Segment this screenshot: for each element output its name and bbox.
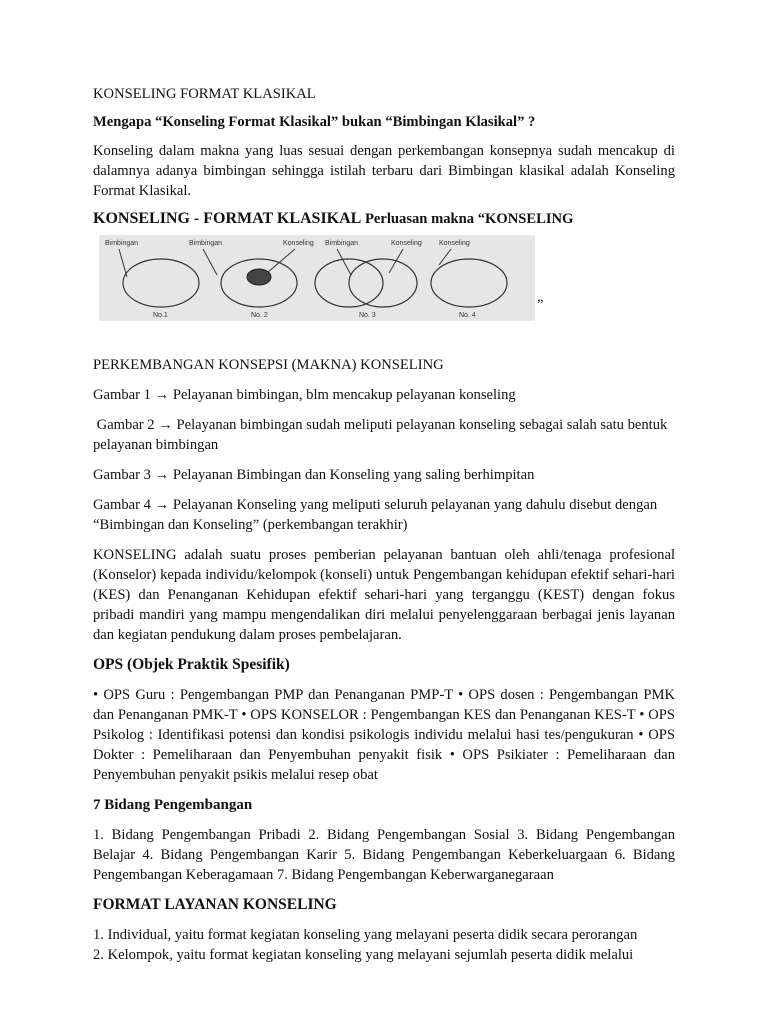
diagram-number: No. 4: [459, 312, 476, 319]
figure-heading-rest: Perluasan makna “KONSELING: [361, 211, 574, 227]
figure-closing-quote: ”: [537, 297, 544, 313]
format-item: 2. Kelompok, yaitu format kegiatan konseling yang melayani sejumlah peserta didik melalui: [93, 947, 634, 963]
diagram-label: Konseling: [391, 240, 422, 247]
diagram-number: No. 3: [359, 312, 376, 319]
diagram-number: No. 2: [251, 312, 268, 319]
bidang-paragraph: 1. Bidang Pengembangan Pribadi 2. Bidang Pengembangan Sosial 3. Bidang Pengembangan Belajar 4. Bidang Pengembangan Karir 5. Bidang Pengembangan Keberkeluargaan 6. Bidang Pengembangan Keberagamaan 7. Bidang Pengembangan Keberwarganegaraan: [93, 827, 675, 883]
section-concept-title: PERKEMBANGAN KONSEPSI (MAKNA) KONSELING: [93, 357, 444, 373]
document-title: KONSELING FORMAT KLASIKAL: [93, 86, 316, 102]
question-heading: Mengapa “Konseling Format Klasikal” bukan “Bimbingan Klasikal” ?: [93, 114, 536, 130]
diagram-label: Konseling: [439, 240, 470, 247]
diagram-label: Bimbingan: [189, 240, 223, 247]
format-item: 1. Individual, yaitu format kegiatan konseling yang melayani peserta didik secara perorangan: [93, 927, 638, 943]
diagram-label: Bimbingan: [105, 240, 139, 247]
figure-heading-bold: KONSELING - FORMAT KLASIKAL: [93, 210, 362, 227]
concept-diagram-svg: [99, 235, 535, 321]
document-page: [93, 84, 675, 965]
bidang-heading: 7 Bidang Pengembangan: [93, 797, 253, 813]
ops-paragraph: • OPS Guru : Pengembangan PMP dan Penanganan PMP-T • OPS dosen : Pengembangan PMK dan Penanganan PMK-T • OPS KONSELOR : Pengembangan KES dan Penanganan KES-T • OPS Psikolog : Identifikasi potensi dan kondisi psikologis individu melalui hasi tes/pengukuran • OPS Dokter : Pemeliharaan dan Penyembuhan penyakit fisik • OPS Psikiater : Pemeliharaan dan Penyembuhan penyakit psikis melalui resep obat: [93, 687, 675, 783]
format-heading: FORMAT LAYANAN KONSELING: [93, 896, 337, 913]
gambar-2: Gambar 2 → Pelayanan bimbingan sudah meliputi pelayanan konseling sebagai salah satu bentuk pelayanan bimbingan: [93, 417, 671, 453]
figure-heading: [93, 209, 675, 229]
format-list: [93, 925, 675, 965]
gambar-4: Gambar 4 → Pelayanan Konseling yang meliputi seluruh pelayanan yang dahulu disebut dengan “Bimbingan dan Konseling” (perkembangan terakhir): [93, 497, 658, 533]
ops-heading: OPS (Objek Praktik Spesifik): [93, 656, 290, 673]
definition-paragraph: KONSELING adalah suatu proses pemberian pelayanan bantuan oleh ahli/tenaga profesional (Konselor) kepada individu/kelompok (konseli) untuk Pengembangan kehidupan efektif sehari-hari (KES) dan Penanganan Kehidupan efektif sehari-hari yang terganggu (KEST) dengan fokus pribadi mandiri yang mampu mengendalikan diri melalui penyelenggaraan berbagai jenis layanan dan kegiatan pendukung dalam proses pembelajaran.: [93, 547, 675, 643]
diagram-number: No.1: [153, 312, 168, 319]
gambar-3: Gambar 3 → Pelayanan Bimbingan dan Konseling yang saling berhimpitan: [93, 467, 535, 483]
diagram-circle-2-inner: [247, 269, 271, 285]
figure-row: [93, 235, 675, 323]
concept-diagram: [99, 235, 535, 321]
intro-paragraph: Konseling dalam makna yang luas sesuai dengan perkembangan konsepnya sudah mencakup di dalamnya adanya bimbingan sehingga istilah terbaru dari Bimbingan klasikal adalah Konseling Format Klasikal.: [93, 143, 675, 199]
diagram-label: Konseling: [283, 240, 314, 247]
gambar-1: Gambar 1 → Pelayanan bimbingan, blm mencakup pelayanan konseling: [93, 387, 516, 403]
diagram-label: Bimbingan: [325, 240, 359, 247]
